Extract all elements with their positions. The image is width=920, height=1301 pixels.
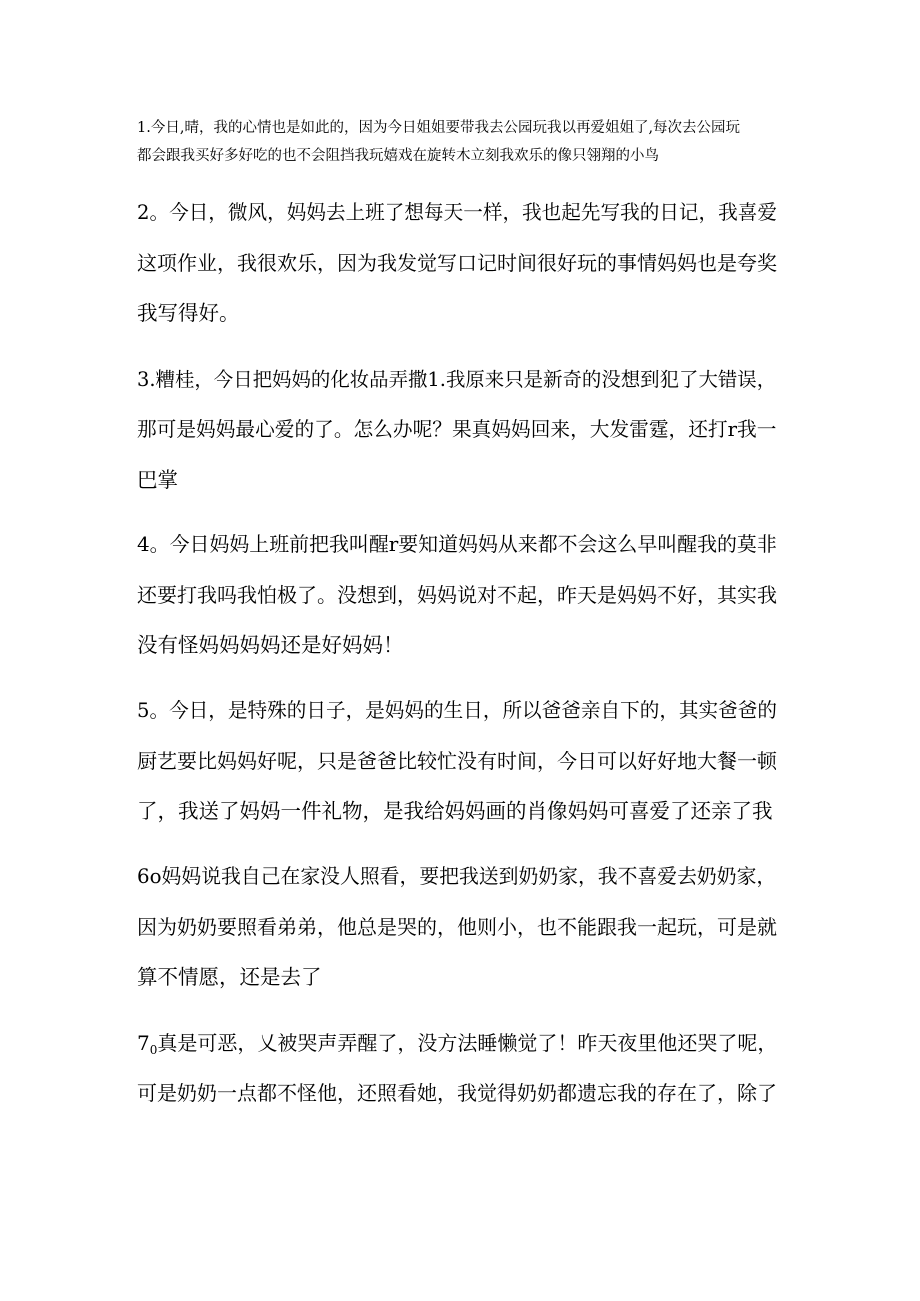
text-line: 还要打我吗我怕极了。没想到，妈妈说对不起，昨天是妈妈不好，其实我 bbox=[137, 583, 777, 607]
entry-number-subscript: 0 bbox=[149, 1043, 158, 1058]
text-line-rest: 真是可恶，乂被哭声弄醒了，没方法睡懒觉了！昨天夜里他还哭了呢， bbox=[157, 1031, 778, 1055]
diary-entry-3 bbox=[137, 355, 777, 505]
diary-entry-4 bbox=[137, 520, 777, 670]
entry-number: 7 bbox=[137, 1031, 150, 1055]
text-line: 因为奶奶要照看弟弟，他总是哭的，他则小，也不能跟我一起玩，可是就 bbox=[137, 915, 777, 939]
text-line: 5。今日，是特殊的日子，是妈妈的生日，所以爸爸亲自下的，其实爸爸的 bbox=[137, 699, 777, 722]
text-line: 都会跟我买好多好吃的也不会阻挡我玩嬉戏在旋转木立刻我欢乐的像只翎翔的小鸟 bbox=[137, 148, 659, 164]
text-line: 巴掌 bbox=[137, 468, 178, 492]
diary-entry-5 bbox=[137, 686, 777, 836]
diary-entry-6 bbox=[137, 852, 777, 1002]
text-line: 厨艺要比妈妈好呢，只是爸爸比较忙没有时间，今日可以好好地大餐一顿 bbox=[137, 749, 777, 773]
text-line: 1.今日,晴，我的心情也是如此的，因为今日姐姐要带我去公园玩我以再爱姐姐了,每次去公园玩 bbox=[137, 120, 741, 136]
text-line: 可是奶奶一点都不怪他，还照看她，我觉得奶奶都遗忘我的存在了，除了 bbox=[137, 1081, 777, 1105]
text-line: 3.糟桂，今日把妈妈的化妆品弄撒1.我原来只是新奇的没想到犯了大错误， bbox=[137, 368, 777, 391]
text-line: 了，我送了妈妈一件礼物，是我给妈妈画的肖像妈妈可喜爱了还亲了我 bbox=[137, 799, 773, 823]
text-line: 算不情愿，还是去了 bbox=[137, 965, 322, 989]
text-line bbox=[137, 1018, 777, 1068]
diary-entry-1 bbox=[137, 114, 777, 170]
diary-entry-7 bbox=[137, 1018, 777, 1118]
text-line: 我写得好。 bbox=[137, 301, 240, 325]
text-line: 这项作业，我很欢乐，因为我发觉写口记时间很好玩的事情妈妈也是夸奖 bbox=[137, 251, 777, 275]
diary-entry-2 bbox=[137, 188, 777, 338]
text-line: 那可是妈妈最心爱的了。怎么办呢？果真妈妈回来，大发雷霆，还打r我一 bbox=[137, 418, 777, 441]
text-line: 没有怪妈妈妈妈还是好妈妈！ bbox=[137, 633, 404, 657]
text-line: 6o妈妈说我自己在家没人照看，要把我送到奶奶家，我不喜爱去奶奶家， bbox=[137, 865, 777, 888]
text-line: 2。今日，微风，妈妈去上班了想每天一样，我也起先写我的日记，我喜爱 bbox=[137, 201, 777, 224]
text-line: 4。今日妈妈上班前把我叫醒r要知道妈妈从来都不会这么早叫醒我的莫非 bbox=[137, 533, 777, 556]
